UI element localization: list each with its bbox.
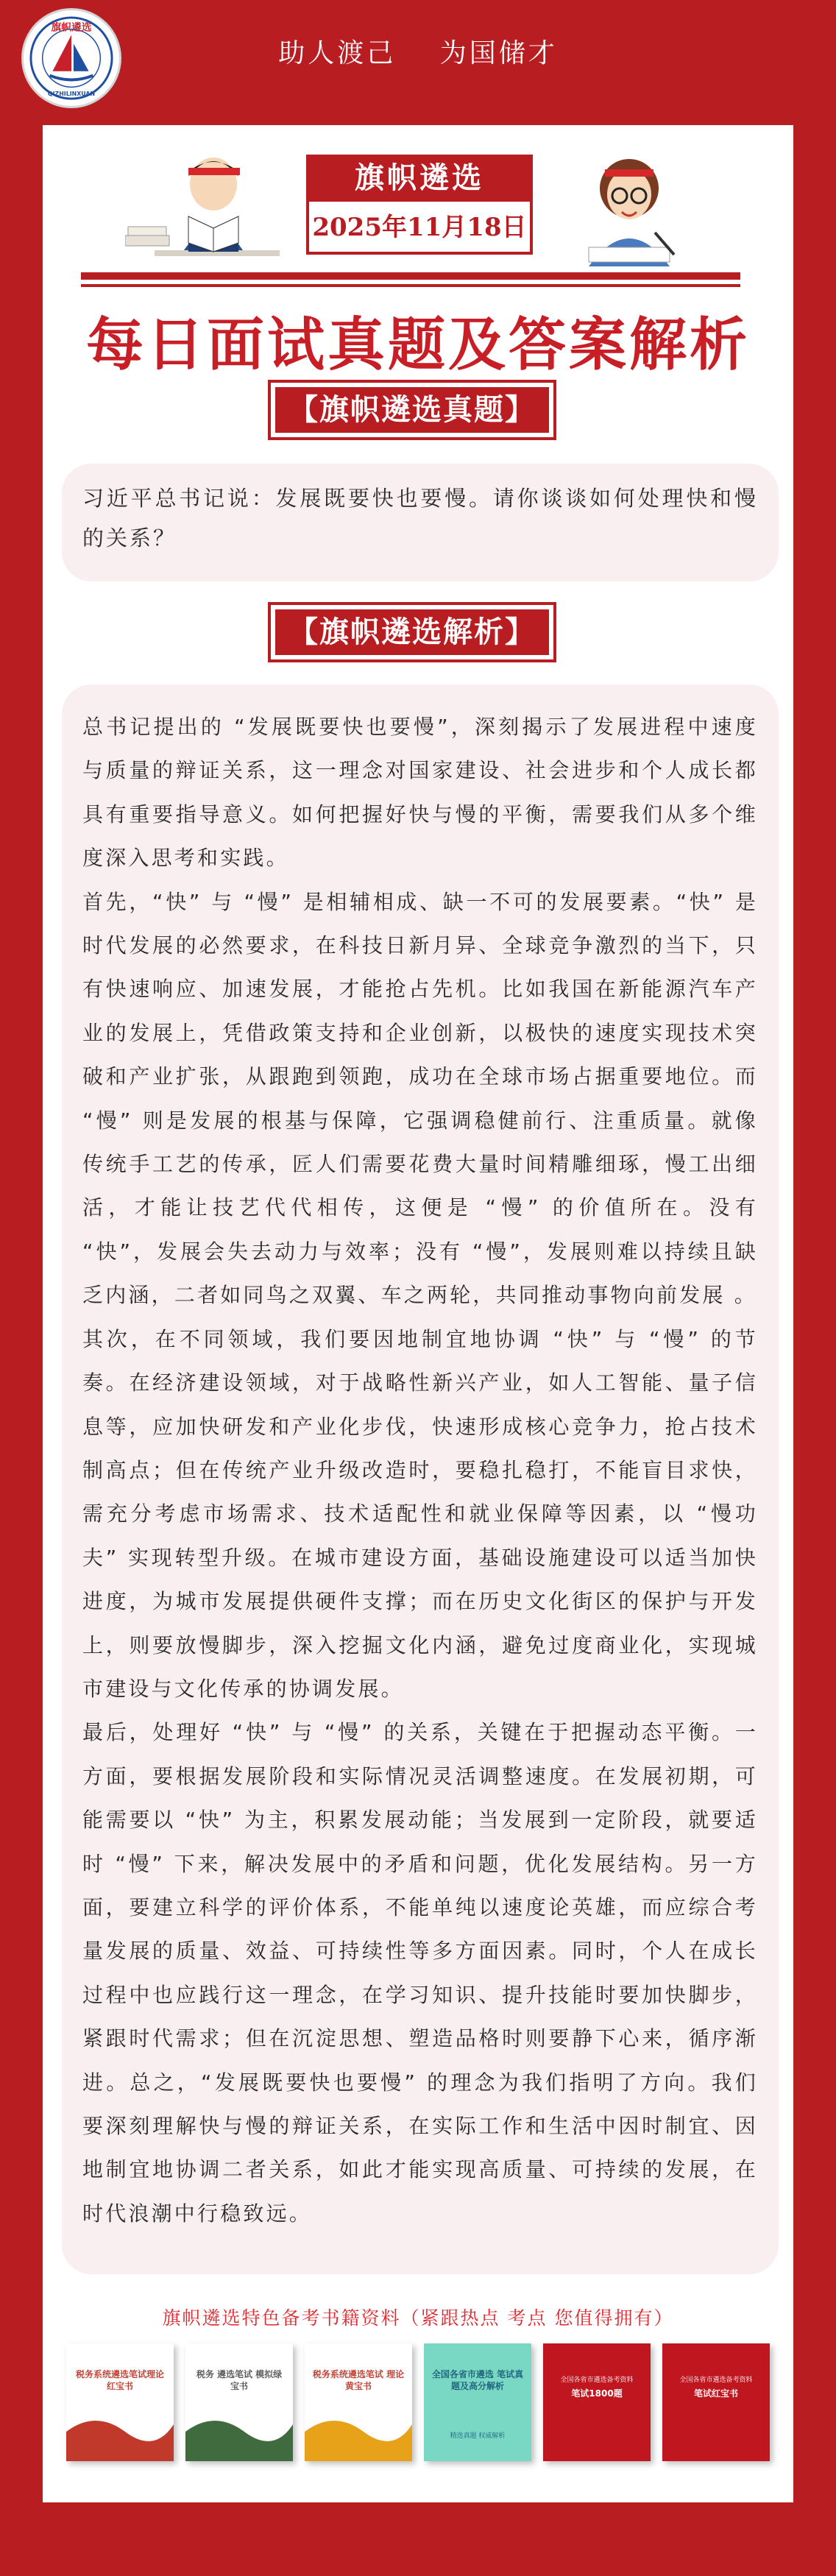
book-subtitle: 精选真题 权威解析 (450, 2432, 506, 2440)
answer-paragraph: 其次，在不同领域，我们要因地制宜地协调 “快” 与 “慢” 的节奏。在经济建设领域，对于战略性新兴产业，如人工智能、量子信息等，应加快研发和产业化步伐，快速形成核心竞争力，抢占技术制高点；但在传统产业升级改造时，要稳扎稳打，不能盲目求快，需充分考虑市场需求、技术适配性和就业保障等因素，以 “慢功夫” 实现转型升级。在城市建设方面，基础设施建设可以适当加快进度，为城市发展提供硬件支撑；而在历史文化街区的保护与开发上，则要放慢脚步，深入挖掘文化内涵，避免过度商业化，实现城市建设与文化传承的协调发展。 (82, 1326, 758, 1701)
answer-label-box (268, 602, 556, 662)
answer-label: 【旗帜遴选解析】 (275, 609, 549, 655)
book-wave-icon (66, 2410, 174, 2461)
answer-paragraph: 总书记提出的 “发展既要快也要慢”，深刻揭示了发展进程中速度与质量的辩证关系，这一理念对国家建设、社会进步和个人成长都具有重要指导意义。如何把握好快与慢的平衡，需要我们从多个维度深入思考和实践。 (82, 715, 758, 871)
books-caption: 旗帜遴选特色备考书籍资料（紧跟热点 考点 您值得拥有） (162, 2307, 674, 2329)
stamp-date: 2025年11月18日 (306, 202, 533, 255)
reading-student-icon (125, 140, 302, 272)
book-title: 税务 遴选笔试 模拟绿宝书 (196, 2369, 283, 2391)
question-label: 【旗帜遴选真题】 (275, 387, 549, 433)
book-cover[interactable] (66, 2343, 174, 2461)
page-title: 每日面试真题及答案解析 (85, 312, 750, 378)
book-subtitle: 全国各省市遴选备考资料 (679, 2377, 753, 2384)
book-cover[interactable] (185, 2343, 293, 2461)
book-title: 税务系统遴选笔试理论红宝书 (75, 2369, 164, 2391)
book-title: 笔试红宝书 (693, 2388, 738, 2399)
book-subtitle: 全国各省市遴选备考资料 (560, 2377, 634, 2384)
slogan-left: 助人渡己 (278, 38, 397, 68)
header-divider (81, 272, 740, 280)
brand-date-stamp (306, 155, 533, 256)
answer-card (62, 684, 779, 2274)
book-cover[interactable] (662, 2343, 770, 2461)
books-row (66, 2343, 773, 2461)
writing-student-illustration (545, 137, 714, 272)
book-wave-icon (185, 2410, 293, 2461)
writing-student-icon (545, 137, 714, 272)
book-title: 税务系统遴选笔试 理论黄宝书 (312, 2369, 405, 2391)
book-cover[interactable] (305, 2343, 412, 2461)
book-cover[interactable] (424, 2343, 531, 2461)
slogan (0, 32, 836, 70)
question-label-box (268, 380, 556, 440)
answer-paragraph: 最后，处理好 “快” 与 “慢” 的关系，关键在于把握动态平衡。一方面，要根据发展阶段和实际情况灵活调整速度。在发展初期，可能需要以 “快” 为主，积累发展动能；当发展到一定阶段，就要适时 “慢” 下来，解决发展中的矛盾和问题，优化发展结构。另一方面，要建立科学的评价体系，不能单纯以速度论英雄，而应综合考量发展的质量、效益、可持续性等多方面因素。同时，个人在成长过程中也应践行这一理念，在学习知识、提升技能时要加快脚步，紧跟时代需求；但在沉淀思想、塑造品格时则要静下心来，循序渐进。总之，“发展既要快也要慢” 的理念为我们指明了方向。我们要深刻理解快与慢的辩证关系，在实际工作和生活中因时制宜、因地制宜地协调二者关系，如此才能实现高质量、可持续的发展，在时代浪潮中行稳致远。 (82, 1720, 758, 2226)
logo-subtext: QIZHILINXUAN (47, 91, 96, 98)
question-card (62, 464, 779, 581)
question-text: 习近平总书记说：发展既要快也要慢。请你谈谈如何处理快和慢的关系？ (82, 486, 758, 551)
book-title: 全国各省市遴选 笔试真题及高分解析 (431, 2369, 524, 2391)
stamp-brand-name: 旗帜遴选 (306, 155, 533, 202)
reading-student-illustration (125, 140, 302, 272)
header-divider-thin (81, 284, 740, 287)
slogan-right: 为国储才 (439, 38, 558, 68)
book-wave-icon (305, 2410, 412, 2461)
answer-paragraph: 首先，“快” 与 “慢” 是相辅相成、缺一不可的发展要素。“快” 是时代发展的必然要求，在科技日新月异、全球竞争激烈的当下，只有快速响应、加速发展，才能抢占先机。比如我国在新能源汽车产业的发展上，凭借政策支持和企业创新，以极快的速度实现技术突破和产业扩张，从跟跑到领跑，成功在全球市场占据重要地位。而 “慢” 则是发展的根基与保障，它强调稳健前行、注重质量。就像传统手工艺的传承，匠人们需要花费大量时间精雕细琢，慢工出细活，才能让技艺代代相传，这便是 “慢” 的价值所在。没有 “快”，发展会失去动力与效率；没有 “慢”，发展则难以持续且缺乏内涵，二者如同鸟之双翼、车之两轮，共同推动事物向前发展 。 (82, 889, 758, 1308)
book-title: 笔试1800题 (571, 2388, 623, 2399)
book-cover[interactable] (543, 2343, 651, 2461)
logo-text: 旗帜遴选 (51, 21, 92, 34)
